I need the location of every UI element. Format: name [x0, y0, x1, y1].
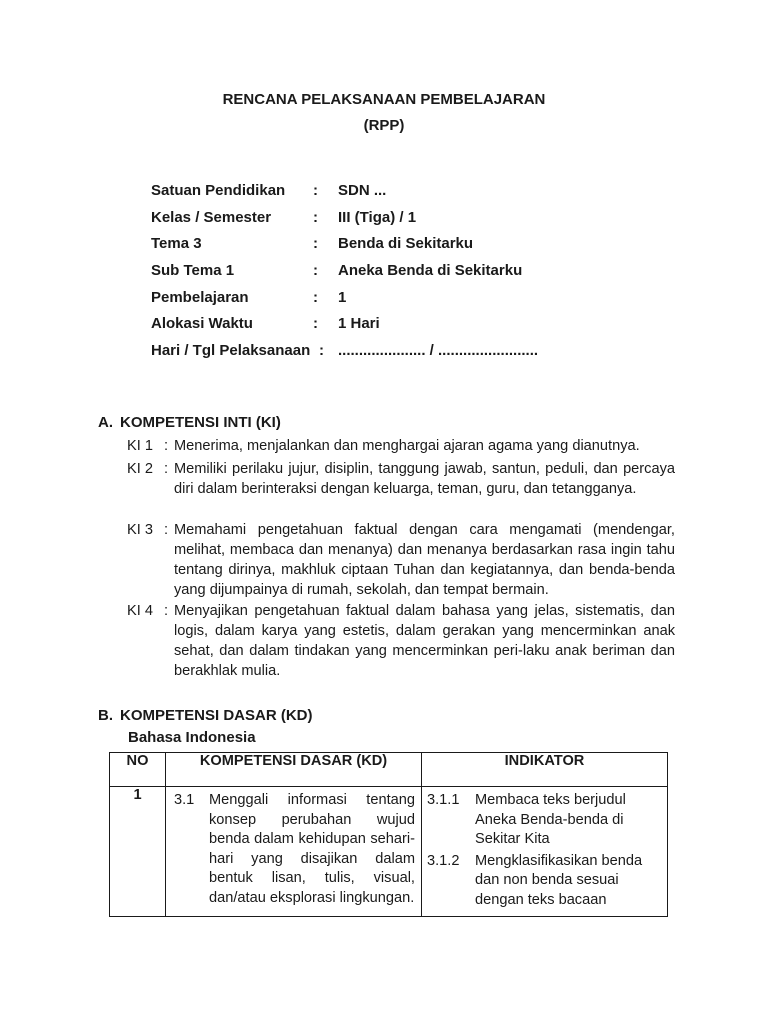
- identity-colon: :: [313, 235, 318, 252]
- kd-cell: [166, 787, 422, 917]
- ki-item-2: [127, 459, 675, 499]
- ki-item-1: [127, 436, 675, 456]
- ki-item-3: [127, 520, 675, 600]
- ki-colon: :: [164, 438, 169, 454]
- indicator-number: 3.1.1: [427, 792, 460, 808]
- identity-colon: :: [313, 262, 318, 279]
- ki-text: Menyajikan pengetahuan faktual dalam bahasa yang jelas, sistematis, dan logis, dalam karya yang estetis, dalam gerakan yang mencerminkan anak sehat, dan dalam tindakan yang mencerminkan peri-laku anak beriman dan berakhlak mulia.: [174, 603, 675, 679]
- ki-text: Menerima, menjalankan dan menghargai ajaran agama yang dianutnya.: [174, 438, 640, 454]
- ki-item-4: [127, 601, 675, 681]
- identity-colon: :: [313, 182, 318, 199]
- indicator-number: 3.1.2: [427, 852, 460, 869]
- identity-label: Alokasi Waktu: [151, 315, 253, 332]
- indicator-item: [422, 787, 667, 850]
- indicator-cell: [422, 787, 668, 917]
- indicator-text: Membaca teks berjudul Aneka Benda-benda di Sekitar Kita: [475, 792, 626, 847]
- identity-label: Hari / Tgl Pelaksanaan: [151, 342, 311, 359]
- column-header-no: NO: [110, 753, 166, 787]
- identity-label: Tema 3: [151, 235, 202, 252]
- identity-label: Kelas / Semester: [151, 209, 272, 226]
- ki-label: KI 3: [127, 522, 153, 538]
- section-title: KOMPETENSI DASAR (KD): [120, 707, 313, 724]
- identity-value: Benda di Sekitarku: [338, 235, 474, 252]
- table-header-row: [110, 753, 668, 787]
- section-letter: B.: [98, 707, 113, 724]
- section-title: KOMPETENSI INTI (KI): [120, 414, 281, 431]
- identity-value: SDN ...: [338, 182, 387, 199]
- ki-text: Memiliki perilaku jujur, disiplin, tanggung jawab, santun, peduli, dan percaya diri dalam berinteraksi dengan keluarga, teman, guru, dan tetangganya.: [174, 461, 675, 497]
- identity-label: Satuan Pendidikan: [151, 182, 286, 199]
- document-title: RENCANA PELAKSANAAN PEMBELAJARAN: [222, 91, 546, 108]
- ki-label: KI 2: [127, 461, 153, 477]
- table-row: [110, 787, 668, 917]
- ki-label: KI 1: [127, 438, 153, 454]
- identity-value: 1 Hari: [338, 315, 380, 332]
- identity-colon: :: [313, 289, 318, 306]
- column-header-indikator: INDIKATOR: [422, 753, 668, 787]
- identity-colon: :: [313, 209, 318, 226]
- ki-label: KI 4: [127, 603, 153, 619]
- identity-value: Aneka Benda di Sekitarku: [338, 262, 523, 279]
- kd-description: Menggali informasi tentang konsep perubahan wujud benda dalam kehidupan sehari-hari yang disajikan dalam bentuk lisan, tulis, visual, dan/atau eksplorasi lingkungan.: [209, 792, 415, 906]
- kd-table: [109, 752, 668, 917]
- section-b-heading: [98, 707, 313, 724]
- identity-value: 1: [338, 289, 347, 306]
- identity-value: III (Tiga) / 1: [338, 209, 417, 226]
- document-subtitle: (RPP): [363, 117, 405, 134]
- indicator-text: Mengklasifikasikan benda dan non benda sesuai dengan teks bacaan: [475, 852, 643, 908]
- section-letter: A.: [98, 414, 113, 431]
- section-a-heading: [98, 414, 281, 431]
- indicator-item: [422, 850, 667, 917]
- ki-text: Memahami pengetahuan faktual dengan cara mengamati (mendengar, melihat, membaca dan menanya) dan menanya berdasarkan rasa ingin tahu tentang dirinya, makhluk ciptaan Tuhan dan kegiatannya, dan benda-benda yang dijumpainya di rumah, sekolah, dan tempat bermain.: [174, 522, 675, 598]
- identity-label: Sub Tema 1: [151, 262, 235, 279]
- identity-colon: :: [313, 315, 318, 332]
- ki-colon: :: [164, 461, 169, 477]
- column-header-kd: KOMPETENSI DASAR (KD): [166, 753, 422, 787]
- identity-label: Pembelajaran: [151, 289, 249, 306]
- ki-colon: :: [164, 603, 169, 619]
- identity-colon: :: [319, 342, 324, 359]
- ki-colon: :: [164, 522, 169, 538]
- kd-number: 3.1: [174, 792, 195, 808]
- row-number: 1: [110, 787, 166, 917]
- identity-value: ..................... / ........................: [338, 342, 539, 359]
- subject-heading: Bahasa Indonesia: [128, 729, 256, 746]
